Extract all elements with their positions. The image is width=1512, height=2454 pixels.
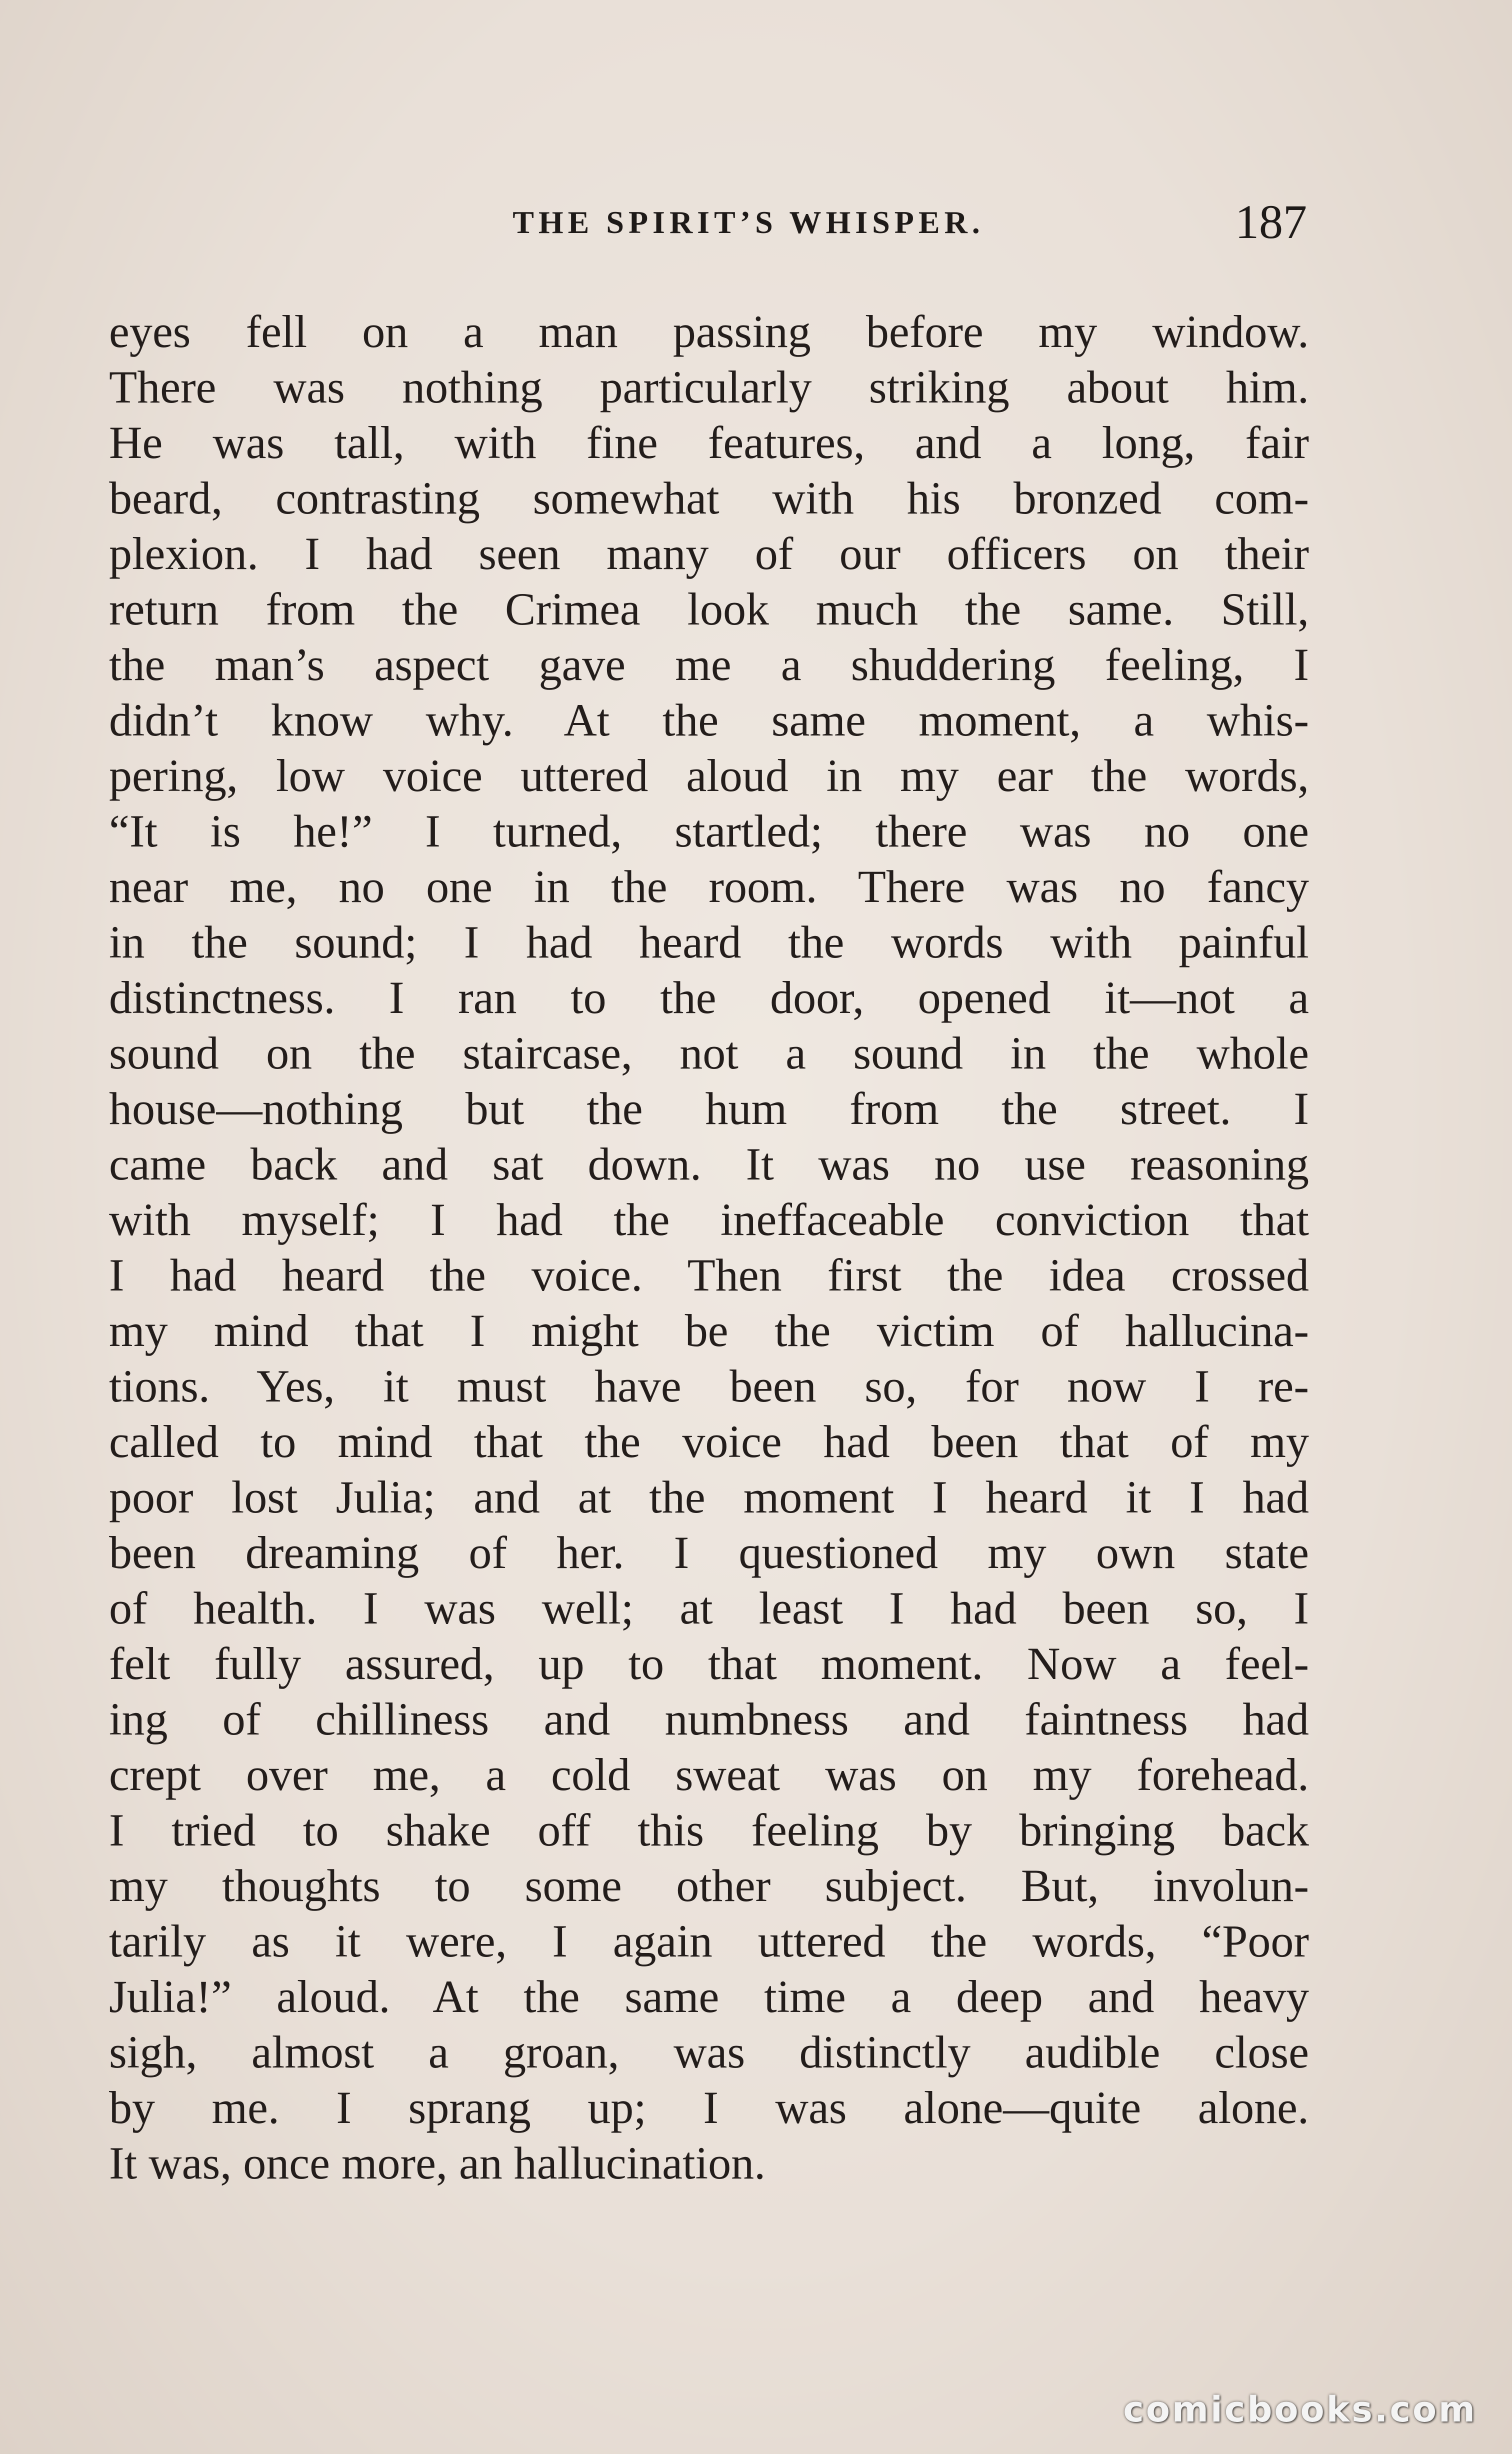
text-line: of health. I was well; at least I had been so, I (109, 1582, 1309, 1634)
text-line: “It is he!” I turned, startled; there was no one (109, 806, 1309, 856)
text-line: didn’t know why. At the same moment, a whis- (109, 694, 1309, 746)
text-line: ing of chilliness and numbness and faintness had (109, 1694, 1309, 1744)
text-line: house—nothing but the hum from the street. I (109, 1083, 1309, 1134)
text-line: my mind that I might be the victim of hallucina- (109, 1305, 1309, 1356)
text-line: with myself; I had the ineffaceable conviction that (109, 1194, 1309, 1245)
body-text (109, 304, 1309, 2191)
text-line: my thoughts to some other subject. But, involun- (109, 1860, 1309, 1911)
text-line: tarily as it were, I again uttered the words, “Poor (109, 1916, 1309, 1966)
text-line: came back and sat down. It was no use reasoning (109, 1138, 1309, 1190)
text-line: Julia!” aloud. At the same time a deep and heavy (109, 1971, 1309, 2022)
text-line: in the sound; I had heard the words with painful (109, 916, 1309, 968)
text-line: sigh, almost a groan, was distinctly audible close (109, 2026, 1309, 2078)
text-line: There was nothing particularly striking about him. (109, 362, 1309, 412)
text-line: tions. Yes, it must have been so, for now I re- (109, 1360, 1309, 1412)
text-line: I had heard the voice. Then first the idea crossed (109, 1250, 1309, 1300)
text-line: called to mind that the voice had been that of my (109, 1416, 1309, 1467)
text-line: the man’s aspect gave me a shuddering feeling, I (109, 639, 1309, 690)
text-line: by me. I sprang up; I was alone—quite alone. (109, 2082, 1309, 2133)
text-line: felt fully assured, up to that moment. Now a feel- (109, 1638, 1309, 1689)
running-title: THE SPIRIT’S WHISPER. (512, 204, 984, 240)
page-header (0, 190, 1512, 260)
text-line: poor lost Julia; and at the moment I heard it I had (109, 1472, 1309, 1522)
page-number: 187 (1235, 195, 1307, 248)
text-line: He was tall, with fine features, and a long, fair (109, 417, 1309, 468)
text-line: been dreaming of her. I questioned my own state (109, 1527, 1309, 1578)
watermark: comicbooks.com (1123, 2389, 1477, 2430)
text-line: I tried to shake off this feeling by bringing back (109, 1804, 1309, 1856)
text-line: distinctness. I ran to the door, opened it—not a (109, 972, 1309, 1023)
text-line: return from the Crimea look much the same. Still, (109, 584, 1309, 634)
text-line: crept over me, a cold sweat was on my forehead. (109, 1749, 1309, 1800)
text-line: plexion. I had seen many of our officers on their (109, 528, 1309, 579)
text-line: sound on the staircase, not a sound in the whole (109, 1028, 1309, 1078)
text-line: pering, low voice uttered aloud in my ear the words, (109, 750, 1309, 801)
text-line: It was, once more, an hallucination. (109, 2138, 766, 2188)
text-line: beard, contrasting somewhat with his bronzed com- (109, 472, 1309, 524)
text-line: near me, no one in the room. There was no fancy (109, 861, 1309, 912)
text-line: eyes fell on a man passing before my window. (109, 306, 1309, 357)
